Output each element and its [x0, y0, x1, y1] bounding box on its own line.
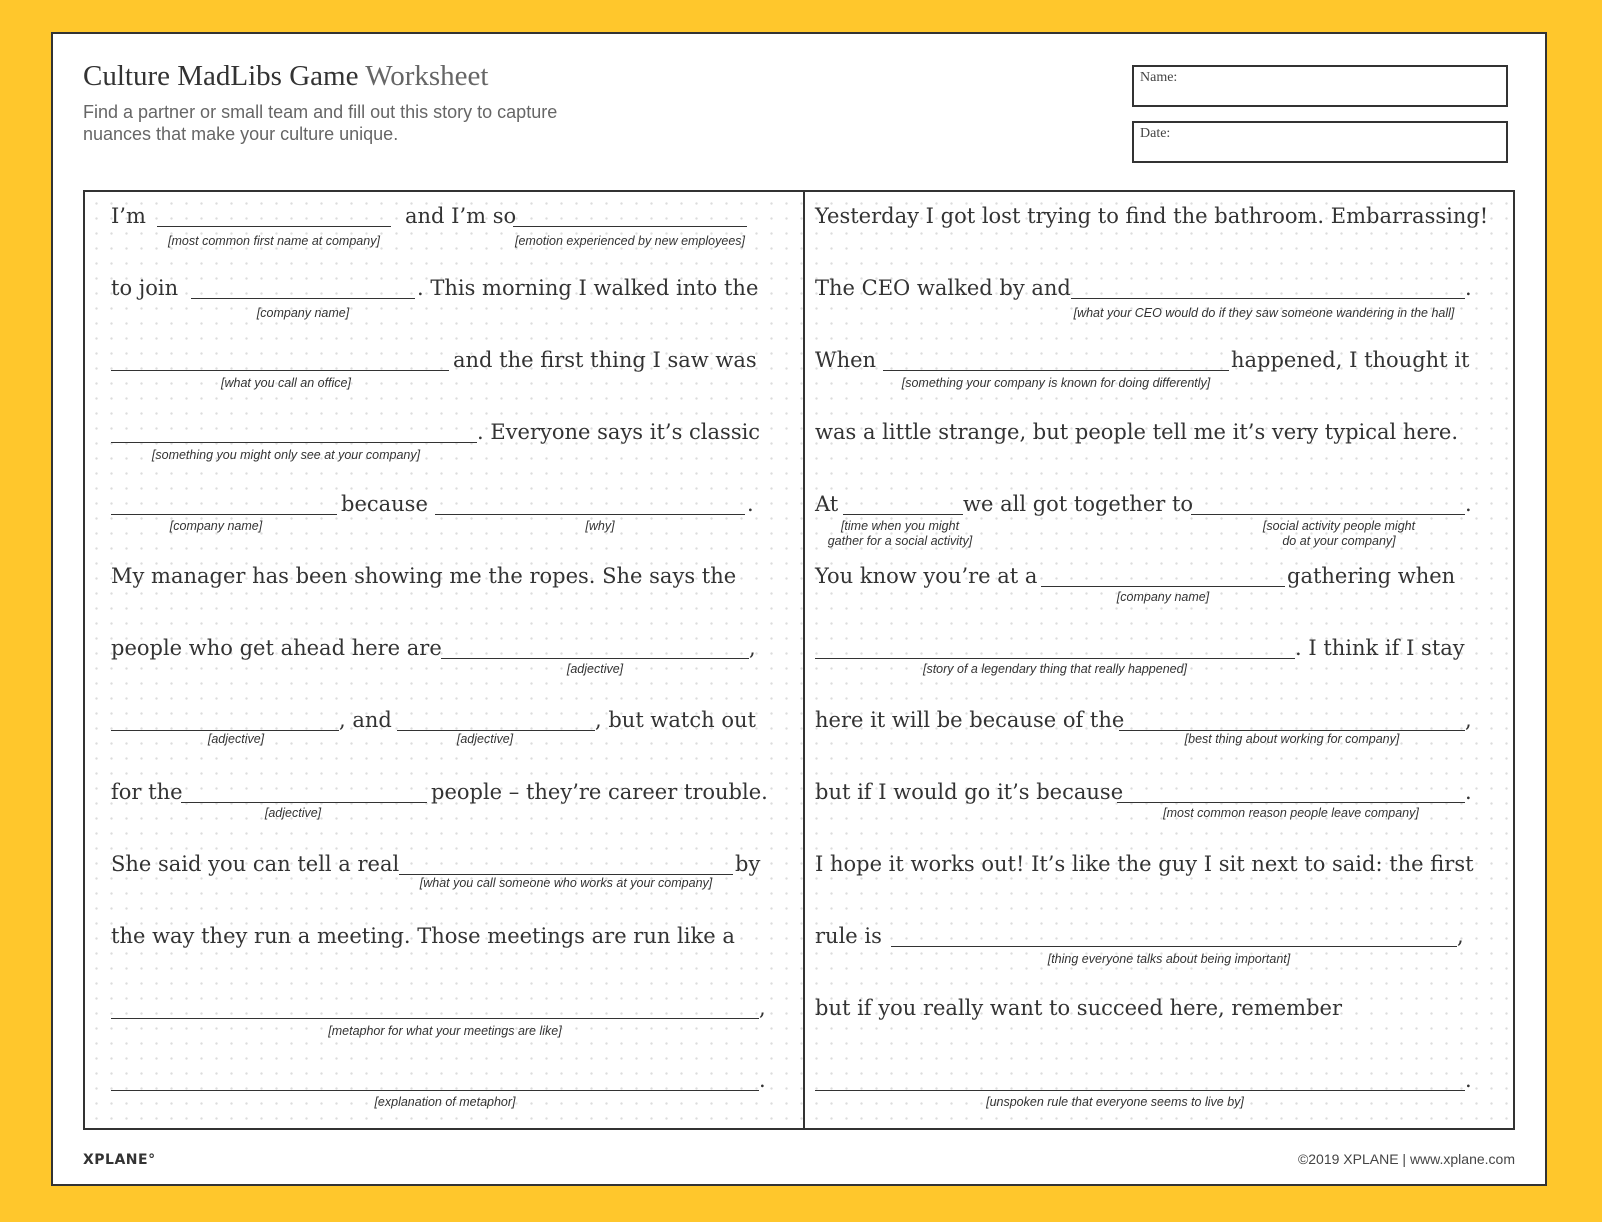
- blank-hint: [company name]: [1116, 590, 1210, 604]
- story-text: ,: [759, 996, 766, 1020]
- story-text: rule is: [815, 924, 882, 948]
- blank-hint: [company name]: [256, 306, 350, 320]
- story-text: happened, I thought it: [1231, 348, 1470, 372]
- story-text: but if I would go it’s because: [815, 780, 1124, 804]
- blank-hint: [best thing about working for company]: [1184, 732, 1400, 746]
- blank-hint: [adjective]: [566, 662, 624, 676]
- xplane-logo: XPLANE°: [83, 1152, 156, 1168]
- blank-hint: [something your company is known for doing differently]: [901, 376, 1211, 390]
- story-text: ,: [749, 636, 756, 660]
- blank-hint: [metaphor for what your meetings are like]: [328, 1024, 562, 1038]
- story-text: My manager has been showing me the ropes. She says the: [111, 564, 737, 588]
- blank-hint: [why]: [585, 519, 615, 533]
- blank-line[interactable]: [111, 1090, 759, 1091]
- blank-line[interactable]: [815, 658, 1295, 659]
- story-text: we all got together to: [963, 492, 1194, 516]
- blank-line[interactable]: [111, 370, 449, 371]
- story-text: for the: [111, 780, 183, 804]
- story-text: You know you’re at a: [815, 564, 1038, 588]
- blank-hint: [company name]: [169, 519, 263, 533]
- blank-hint: [story of a legendary thing that really happened]: [922, 662, 1188, 676]
- worksheet-page: [51, 32, 1547, 1186]
- blank-hint: [adjective]: [264, 806, 322, 820]
- blank-hint: [thing everyone talks about being important]: [1047, 952, 1291, 966]
- story-text: people – they’re career trouble.: [431, 780, 768, 804]
- story-text: and I’m so: [405, 204, 517, 228]
- story-text: ,: [1465, 708, 1472, 732]
- blank-line[interactable]: [815, 1090, 1465, 1091]
- story-text: the way they run a meeting. Those meetings are run like a: [111, 924, 735, 948]
- story-text: I hope it works out! It’s like the guy I sit next to said: the first: [815, 852, 1474, 876]
- date-field[interactable]: [1132, 121, 1508, 163]
- story-text: here it will be because of the: [815, 708, 1125, 732]
- story-text: .: [1465, 780, 1472, 804]
- blank-line[interactable]: [435, 514, 745, 515]
- name-field[interactable]: [1132, 65, 1508, 107]
- blank-line[interactable]: [111, 514, 337, 515]
- blank-line[interactable]: [111, 730, 339, 731]
- blank-line[interactable]: [441, 658, 749, 659]
- story-text: I’m: [111, 204, 146, 228]
- blank-hint: [something you might only see at your company]: [151, 448, 421, 462]
- story-text: .: [1465, 276, 1472, 300]
- story-text: to join: [111, 276, 179, 300]
- page-title: Culture MadLibs Game Worksheet: [83, 60, 489, 92]
- story-text: . This morning I walked into the: [417, 276, 759, 300]
- story-text: When: [815, 348, 877, 372]
- story-text: , and: [339, 708, 392, 732]
- blank-line[interactable]: [1191, 514, 1465, 515]
- story-text: .: [1465, 492, 1472, 516]
- story-text: At: [815, 492, 839, 516]
- blank-line[interactable]: [1041, 586, 1285, 587]
- blank-hint: [most common reason people leave company]: [1163, 806, 1419, 820]
- blank-hint: [emotion experienced by new employees]: [515, 234, 745, 248]
- blank-hint: [most common first name at company]: [168, 234, 380, 248]
- column-divider: [803, 192, 805, 1128]
- blank-line[interactable]: [157, 226, 391, 227]
- blank-line[interactable]: [1071, 298, 1465, 299]
- blank-hint: [what your CEO would do if they saw someone wandering in the hall]: [1073, 306, 1455, 320]
- story-board: [83, 190, 1515, 1130]
- blank-line[interactable]: [883, 370, 1229, 371]
- story-text: She said you can tell a real: [111, 852, 400, 876]
- story-text: .: [759, 1068, 766, 1092]
- story-text: .: [1465, 1068, 1472, 1092]
- blank-line[interactable]: [843, 514, 963, 515]
- blank-hint: [what you call an office]: [221, 376, 351, 390]
- blank-line[interactable]: [181, 802, 427, 803]
- story-text: The CEO walked by and: [815, 276, 1071, 300]
- blank-hint: [social activity people might do at your company]: [1262, 519, 1416, 548]
- story-text: gathering when: [1287, 564, 1456, 588]
- blank-line[interactable]: [397, 730, 595, 731]
- copyright-text: ©2019 XPLANE | www.xplane.com: [1297, 1151, 1515, 1167]
- story-text: , but watch out: [595, 708, 756, 732]
- date-label: Date:: [1140, 126, 1171, 141]
- story-text: . I think if I stay: [1295, 636, 1465, 660]
- blank-line[interactable]: [111, 1018, 759, 1019]
- blank-line[interactable]: [1117, 802, 1465, 803]
- story-text: because: [341, 492, 428, 516]
- story-text: and the first thing I saw was: [453, 348, 757, 372]
- blank-hint: [time when you might gather for a social activity]: [827, 519, 973, 548]
- blank-hint: [adjective]: [456, 732, 514, 746]
- blank-hint: [explanation of metaphor]: [374, 1095, 516, 1109]
- blank-hint: [adjective]: [207, 732, 265, 746]
- story-text: ,: [1457, 924, 1464, 948]
- story-text: was a little strange, but people tell me it’s very typical here.: [815, 420, 1459, 444]
- story-text: .: [747, 492, 754, 516]
- story-text: . Everyone says it’s classic: [477, 420, 761, 444]
- blank-line[interactable]: [891, 946, 1457, 947]
- story-text: but if you really want to succeed here, remember: [815, 996, 1342, 1020]
- story-text: by: [735, 852, 761, 876]
- name-label: Name:: [1140, 70, 1178, 85]
- blank-line[interactable]: [191, 298, 415, 299]
- story-text: Yesterday I got lost trying to find the bathroom. Embarrassing!: [815, 204, 1489, 228]
- blank-line[interactable]: [111, 442, 477, 443]
- blank-hint: [unspoken rule that everyone seems to live by]: [986, 1095, 1244, 1109]
- blank-line[interactable]: [399, 874, 733, 875]
- story-text: people who get ahead here are: [111, 636, 442, 660]
- blank-hint: [what you call someone who works at your company]: [419, 876, 713, 890]
- page-subtitle: Find a partner or small team and fill out this story to capture nuances that make your culture unique.: [83, 102, 558, 144]
- blank-line[interactable]: [513, 226, 747, 227]
- blank-line[interactable]: [1119, 730, 1465, 731]
